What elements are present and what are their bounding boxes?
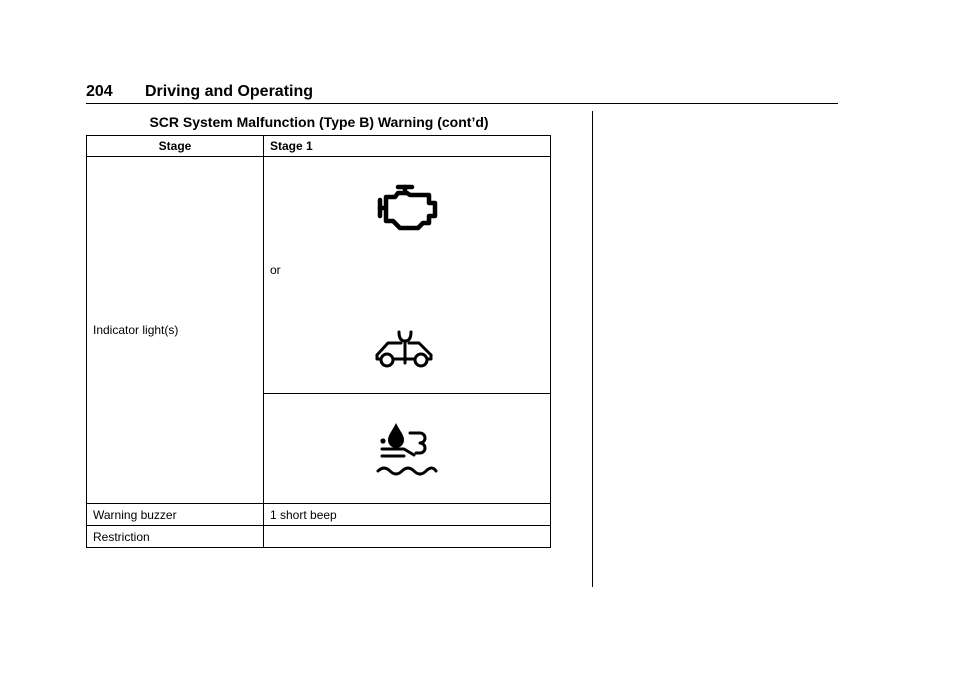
table-row [87,526,551,548]
buzzer-value: 1 short beep [264,504,551,526]
service-vehicle-icon [374,329,434,371]
restriction-label: Restriction [87,526,264,548]
buzzer-label: Warning buzzer [87,504,264,526]
page-number: 204 [86,83,113,100]
indicator-icons-cell [264,157,551,394]
or-text: or [270,263,281,277]
table-row [87,157,551,394]
section-title: Driving and Operating [145,83,314,100]
restriction-value [264,526,551,548]
warning-table [86,135,551,548]
table-row [87,504,551,526]
column-divider [592,111,593,587]
header-stage: Stage [87,136,264,157]
diesel-exhaust-fluid-icon [374,419,440,479]
indicator-label: Indicator light(s) [87,157,264,504]
header-stage-1: Stage 1 [264,136,551,157]
page-header [86,83,838,104]
fluid-icon-cell [264,394,551,504]
check-engine-icon [376,183,440,233]
table-header-row [87,136,551,157]
table-title: SCR System Malfunction (Type B) Warning (cont’d) [149,114,489,130]
